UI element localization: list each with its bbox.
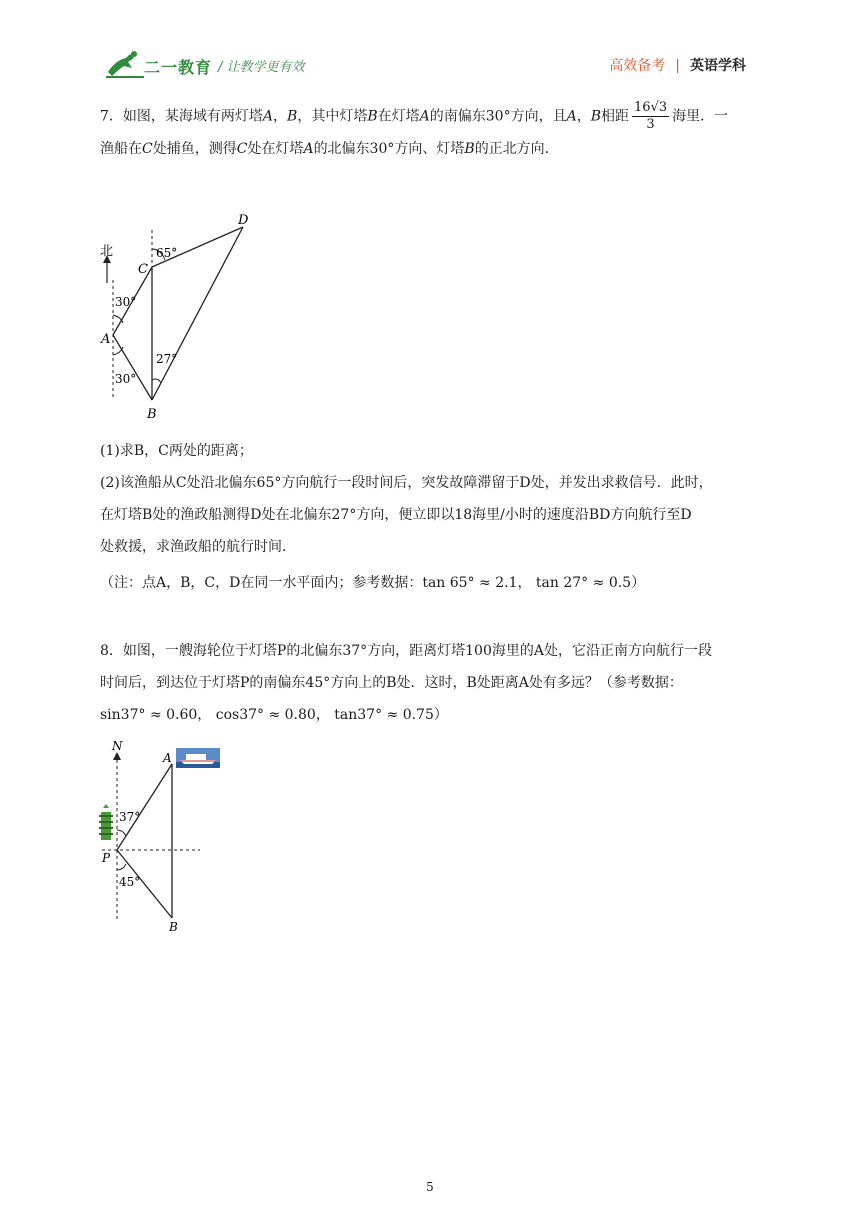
question-7-figure xyxy=(95,205,265,425)
question-8-text xyxy=(100,635,765,731)
question-7-part-2: (2)该渔船从C处沿北偏东65°方向航行一段时间后，突发故障滞留于D处，并发出求救信号．此时， 在灯塔B处的渔政船测得D处在北偏东27°方向，便立即以18海里/小时的速度沿BD方向航行至D 处救援，求渔政船的航行时间． xyxy=(100,475,713,555)
question-7-text xyxy=(100,100,765,165)
fig7-angle-65: 65° xyxy=(156,246,178,260)
question-7-line-1: 7．如图，某海域有两灯塔A，B，其中灯塔B在灯塔A的南偏东30°方向，且A，B相距 $\frac{16√3}{3}$ 海里．一 xyxy=(100,100,729,132)
fig7-angle-30-bottom: 30° xyxy=(115,372,137,386)
fig8-point-a: A xyxy=(163,751,172,765)
fig8-point-p: P xyxy=(102,851,111,865)
fig8-angle-37: 37° xyxy=(119,810,141,824)
header-tag-subject: 英语学科 xyxy=(690,58,746,74)
question-7-part-1: (1)求B，C两处的距离； xyxy=(100,443,253,459)
page-number: 5 xyxy=(426,1180,434,1194)
fig7-point-b: B xyxy=(147,407,157,422)
brand-name: 二一教育 xyxy=(144,58,213,77)
question-8-line-3: sin37° ≈ 0.60， cos37° ≈ 0.80， tan37° ≈ 0.75） xyxy=(100,707,448,723)
distance-fraction: $\frac{16√3}{3}$ xyxy=(634,100,668,132)
header-separator: | xyxy=(675,58,680,74)
question-8-figure xyxy=(92,738,232,938)
fig8-angle-45: 45° xyxy=(119,875,141,889)
fig7-angle-30-top: 30° xyxy=(115,295,137,309)
page-header xyxy=(0,0,860,90)
fig7-point-d: D xyxy=(238,213,249,228)
header-tags xyxy=(609,55,746,75)
question-7-line-2: 渔船在C处捕鱼，测得C处在灯塔A的北偏东30°方向、灯塔B的正北方向． xyxy=(100,141,559,157)
fig8-north-label: N xyxy=(112,739,123,753)
fig7-point-a: A xyxy=(101,332,111,347)
question-8-line-2: 时间后，到达位于灯塔P的南偏东45°方向上的B处．这时，B处距离A处有多远？（参考数据： xyxy=(100,675,683,691)
question-8-line-1: 8．如图，一艘海轮位于灯塔P的北偏东37°方向，距离灯塔100海里的A处，它沿正南方向航行一段 xyxy=(100,643,712,659)
header-tag-exam: 高效备考 xyxy=(609,58,666,74)
brand-slogan: / 让教学更有效 xyxy=(218,60,305,75)
fig7-point-c: C xyxy=(138,262,148,277)
fig8-point-b: B xyxy=(169,920,178,934)
ship-icon xyxy=(176,748,220,768)
fig7-angle-27: 27° xyxy=(156,352,178,366)
question-7-note: （注：点A，B，C，D在同一水平面内；参考数据：tan 65° ≈ 2.1， tan 27° ≈ 0.5） xyxy=(100,575,646,591)
lighthouse-icon xyxy=(99,804,113,840)
fig7-north-label: 北 xyxy=(100,244,114,259)
